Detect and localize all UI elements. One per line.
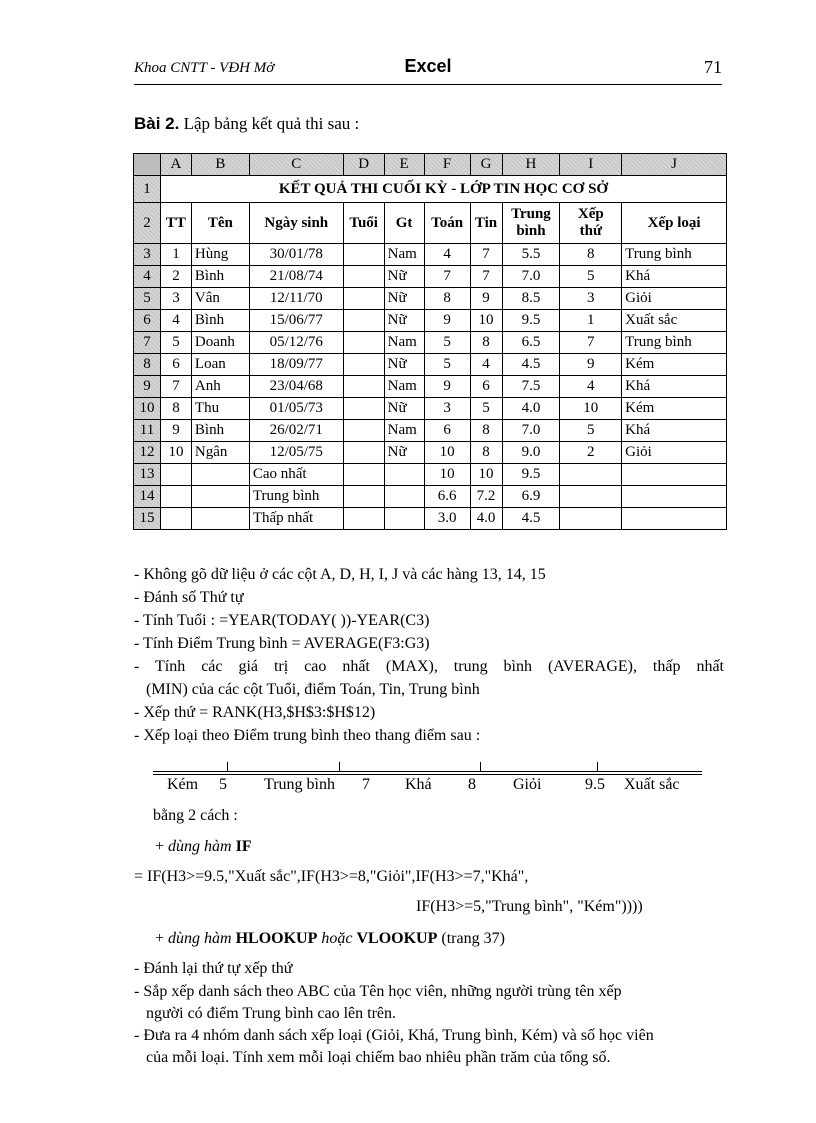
cell-empty <box>622 486 727 508</box>
cell-xep-loai: Kém <box>622 398 727 420</box>
cell-gt: Nữ <box>384 266 424 288</box>
cell-tin: 4 <box>470 354 502 376</box>
cell-toan: 5 <box>424 332 470 354</box>
scale-value-5: 5 <box>219 776 227 793</box>
cell-empty <box>343 464 384 486</box>
column-header-row <box>134 203 727 244</box>
col-letter: E <box>384 154 424 176</box>
cell-tin: 10 <box>470 464 502 486</box>
row-number: 3 <box>134 244 161 266</box>
cell-ngay-sinh: 30/01/78 <box>249 244 343 266</box>
title-row <box>134 176 727 203</box>
cell-tt: 9 <box>160 420 191 442</box>
method-lookup-italic: dùng hàm <box>168 930 232 947</box>
row-number: 14 <box>134 486 161 508</box>
cell-ngay-sinh: 05/12/76 <box>249 332 343 354</box>
cell-tt: 4 <box>160 310 191 332</box>
cell-ten: Bình <box>191 266 249 288</box>
scale-tick-9-5 <box>597 762 598 771</box>
cell-gt: Nữ <box>384 310 424 332</box>
cell-empty <box>384 464 424 486</box>
summary-row <box>134 508 727 530</box>
cell-xep-thu: 8 <box>560 244 622 266</box>
cell-ngay-sinh: 18/09/77 <box>249 354 343 376</box>
cell-gt: Nam <box>384 244 424 266</box>
if-formula-line1: = IF(H3>=9.5,"Xuất sắc",IF(H3>=8,"Giỏi",IF(H3>=7,"Khá", <box>134 868 529 885</box>
note: - Xếp thứ = RANK(H3,$H$3:$H$12) <box>134 704 376 721</box>
task: người có điểm Trung bình cao lên trên. <box>146 1005 396 1022</box>
row-number: 4 <box>134 266 161 288</box>
results-spreadsheet <box>133 153 727 530</box>
header-tuoi: Tuổi <box>343 203 384 244</box>
header-subject: Excel <box>404 56 452 76</box>
cell-tuoi <box>343 442 384 464</box>
sheet-corner <box>134 154 161 176</box>
cell-ten: Hùng <box>191 244 249 266</box>
scale-line-top <box>153 771 702 772</box>
cell-tin: 7 <box>470 244 502 266</box>
row-number: 9 <box>134 376 161 398</box>
cell-tuoi <box>343 244 384 266</box>
cell-empty <box>160 486 191 508</box>
cell-gt: Nam <box>384 420 424 442</box>
cell-toan: 4 <box>424 244 470 266</box>
cell-empty <box>191 464 249 486</box>
cell-ten: Bình <box>191 310 249 332</box>
cell-tt: 3 <box>160 288 191 310</box>
cell-xep-thu: 3 <box>560 288 622 310</box>
cell-trung-binh: 9.5 <box>502 310 560 332</box>
cell-xep-thu: 5 <box>560 266 622 288</box>
header-toan: Toán <box>424 203 470 244</box>
cell-toan: 5 <box>424 354 470 376</box>
row-number: 12 <box>134 442 161 464</box>
scale-tick-7 <box>339 762 340 771</box>
cell-tuoi <box>343 266 384 288</box>
cell-empty <box>622 508 727 530</box>
cell-empty <box>191 508 249 530</box>
cell-tin: 8 <box>470 332 502 354</box>
cell-xep-loai: Giỏi <box>622 288 727 310</box>
cell-trung-binh: 5.5 <box>502 244 560 266</box>
cell-ngay-sinh: 26/02/71 <box>249 420 343 442</box>
cell-tuoi <box>343 376 384 398</box>
task: - Đánh lại thứ tự xếp thứ <box>134 960 293 977</box>
note: - Tính các giá trị cao nhất (MAX), trung bình (AVERAGE), thấp nhất <box>134 658 724 675</box>
row-number: 10 <box>134 398 161 420</box>
sheet-title: KẾT QUẢ THI CUỐI KỲ - LỚP TIN HỌC CƠ SỞ <box>160 176 726 203</box>
header-gt: Gt <box>384 203 424 244</box>
cell-ngay-sinh: 23/04/68 <box>249 376 343 398</box>
instructions <box>134 563 724 747</box>
note: - Không gõ dữ liệu ở các cột A, D, H, I, J và các hàng 13, 14, 15 <box>134 566 546 583</box>
cell-ngay-sinh: 15/06/77 <box>249 310 343 332</box>
col-letter: C <box>249 154 343 176</box>
exercise-label: Bài 2. <box>134 114 180 133</box>
table-row <box>134 398 727 420</box>
scale-label-kha: Khá <box>405 776 432 793</box>
cell-ngay-sinh: 12/11/70 <box>249 288 343 310</box>
cell-trung-binh: 4.5 <box>502 354 560 376</box>
cell-trung-binh: 9.0 <box>502 442 560 464</box>
cell-xep-loai: Trung bình <box>622 244 727 266</box>
cell-ten: Anh <box>191 376 249 398</box>
cell-xep-loai: Xuất sắc <box>622 310 727 332</box>
cell-summary-label: Thấp nhất <box>249 508 343 530</box>
header-department: Khoa CNTT - VĐH Mở <box>134 60 275 76</box>
cell-xep-thu: 10 <box>560 398 622 420</box>
header-ten: Tên <box>191 203 249 244</box>
row-number: 7 <box>134 332 161 354</box>
cell-tuoi <box>343 420 384 442</box>
cell-tt: 7 <box>160 376 191 398</box>
col-letter: D <box>343 154 384 176</box>
cell-toan: 6 <box>424 420 470 442</box>
method-lookup-vlookup: VLOOKUP <box>356 930 438 947</box>
cell-tt: 1 <box>160 244 191 266</box>
col-letter: B <box>191 154 249 176</box>
cell-toan: 9 <box>424 310 470 332</box>
cell-gt: Nữ <box>384 354 424 376</box>
header-trung-binh <box>502 203 560 244</box>
cell-tuoi <box>343 354 384 376</box>
cell-tuoi <box>343 288 384 310</box>
table-row <box>134 376 727 398</box>
cell-ngay-sinh: 21/08/74 <box>249 266 343 288</box>
col-letter: A <box>160 154 191 176</box>
cell-ngay-sinh: 12/05/75 <box>249 442 343 464</box>
scale-tick-8 <box>480 762 481 771</box>
exercise-text: Lập bảng kết quả thi sau : <box>183 114 360 133</box>
scale-value-8: 8 <box>468 776 476 793</box>
cell-empty <box>560 464 622 486</box>
cell-empty <box>560 508 622 530</box>
scale-label-kem: Kém <box>167 776 199 793</box>
cell-trung-binh: 7.0 <box>502 266 560 288</box>
col-letter: F <box>424 154 470 176</box>
method-lookup-or: hoặc <box>321 930 353 947</box>
cell-xep-loai: Khá <box>622 376 727 398</box>
table-row <box>134 420 727 442</box>
cell-xep-loai: Khá <box>622 420 727 442</box>
cell-tuoi <box>343 398 384 420</box>
cell-xep-loai: Kém <box>622 354 727 376</box>
col-letter: I <box>560 154 622 176</box>
cell-ten: Vân <box>191 288 249 310</box>
scale-label-trung-binh: Trung bình <box>264 776 335 793</box>
cell-xep-thu: 1 <box>560 310 622 332</box>
method-lookup-ref: (trang 37) <box>441 930 505 947</box>
cell-xep-thu: 9 <box>560 354 622 376</box>
table-row <box>134 442 727 464</box>
scale-line-bottom <box>153 774 702 775</box>
scale-value-7: 7 <box>362 776 370 793</box>
header-trung-binh-line1: Trung <box>511 206 551 222</box>
cell-trung-binh: 6.5 <box>502 332 560 354</box>
method-if-bold: IF <box>235 838 252 855</box>
exercise-title <box>134 114 359 134</box>
cell-summary-label: Cao nhất <box>249 464 343 486</box>
note: (MIN) của các cột Tuổi, điểm Toán, Tin, Trung bình <box>146 681 480 698</box>
header-rule <box>134 84 722 85</box>
row-number: 6 <box>134 310 161 332</box>
cell-tt: 10 <box>160 442 191 464</box>
cell-ngay-sinh: 01/05/73 <box>249 398 343 420</box>
col-letter: G <box>470 154 502 176</box>
table-row <box>134 354 727 376</box>
cell-xep-thu: 4 <box>560 376 622 398</box>
cell-trung-binh: 7.5 <box>502 376 560 398</box>
methods-intro: bằng 2 cách : <box>153 807 238 824</box>
cell-ten: Loan <box>191 354 249 376</box>
cell-toan: 10 <box>424 442 470 464</box>
cell-toan: 3 <box>424 398 470 420</box>
col-letter: H <box>502 154 560 176</box>
cell-empty <box>560 486 622 508</box>
cell-xep-loai: Khá <box>622 266 727 288</box>
cell-tin: 8 <box>470 420 502 442</box>
cell-toan: 7 <box>424 266 470 288</box>
summary-row <box>134 486 727 508</box>
row-number: 15 <box>134 508 161 530</box>
cell-toan: 8 <box>424 288 470 310</box>
method-lookup-hlookup: HLOOKUP <box>235 930 318 947</box>
cell-tin: 4.0 <box>470 508 502 530</box>
cell-trung-binh: 7.0 <box>502 420 560 442</box>
cell-gt: Nữ <box>384 288 424 310</box>
table-row <box>134 288 727 310</box>
cell-empty <box>343 486 384 508</box>
cell-xep-thu: 5 <box>560 420 622 442</box>
column-letter-row <box>134 154 727 176</box>
method-if-italic: dùng hàm <box>168 838 232 855</box>
header-xep-thu-line2: thứ <box>579 223 602 239</box>
cell-tin: 7.2 <box>470 486 502 508</box>
cell-tuoi <box>343 310 384 332</box>
cell-empty <box>622 464 727 486</box>
scale-label-xuat-sac: Xuất sắc <box>624 776 680 793</box>
summary-row <box>134 464 727 486</box>
cell-empty <box>384 486 424 508</box>
page-header <box>134 56 722 82</box>
method-lookup-prefix: + <box>155 930 169 947</box>
cell-ten: Doanh <box>191 332 249 354</box>
cell-ten: Bình <box>191 420 249 442</box>
cell-empty <box>191 486 249 508</box>
cell-trung-binh: 6.9 <box>502 486 560 508</box>
table-row <box>134 244 727 266</box>
cell-empty <box>384 508 424 530</box>
cell-ten: Ngân <box>191 442 249 464</box>
cell-tin: 5 <box>470 398 502 420</box>
note: - Tính Điểm Trung bình = AVERAGE(F3:G3) <box>134 635 430 652</box>
header-trung-binh-line2: bình <box>516 223 546 239</box>
cell-gt: Nữ <box>384 398 424 420</box>
cell-gt: Nam <box>384 332 424 354</box>
cell-xep-loai: Giỏi <box>622 442 727 464</box>
cell-summary-label: Trung bình <box>249 486 343 508</box>
cell-xep-loai: Trung bình <box>622 332 727 354</box>
cell-xep-thu: 7 <box>560 332 622 354</box>
cell-trung-binh: 9.5 <box>502 464 560 486</box>
cell-tuoi <box>343 332 384 354</box>
cell-trung-binh: 8.5 <box>502 288 560 310</box>
row-number: 8 <box>134 354 161 376</box>
cell-tt: 6 <box>160 354 191 376</box>
header-tt: TT <box>160 203 191 244</box>
method-if-prefix: + <box>155 838 169 855</box>
row-number: 13 <box>134 464 161 486</box>
if-formula-line2: IF(H3>=5,"Trung bình", "Kém")))) <box>416 898 643 915</box>
cell-tt: 2 <box>160 266 191 288</box>
cell-xep-thu: 2 <box>560 442 622 464</box>
cell-gt: Nam <box>384 376 424 398</box>
cell-trung-binh: 4.0 <box>502 398 560 420</box>
cell-toan: 10 <box>424 464 470 486</box>
row-number: 11 <box>134 420 161 442</box>
task: - Đưa ra 4 nhóm danh sách xếp loại (Giỏi, Khá, Trung bình, Kém) và số học viên <box>134 1027 654 1044</box>
cell-toan: 6.6 <box>424 486 470 508</box>
row-number: 5 <box>134 288 161 310</box>
table-row <box>134 310 727 332</box>
note: - Tính Tuổi : =YEAR(TODAY( ))-YEAR(C3) <box>134 612 430 629</box>
method-if <box>155 836 252 858</box>
cell-toan: 3.0 <box>424 508 470 530</box>
page-number: 71 <box>704 57 722 77</box>
cell-trung-binh: 4.5 <box>502 508 560 530</box>
header-xep-thu <box>560 203 622 244</box>
header-ngay-sinh: Ngày sinh <box>249 203 343 244</box>
header-tin: Tin <box>470 203 502 244</box>
header-xep-thu-line1: Xếp <box>577 206 604 222</box>
cell-tin: 8 <box>470 442 502 464</box>
scale-label-gioi: Giỏi <box>513 776 542 793</box>
cell-toan: 9 <box>424 376 470 398</box>
cell-empty <box>160 464 191 486</box>
cell-tin: 10 <box>470 310 502 332</box>
col-letter: J <box>622 154 727 176</box>
task: - Sắp xếp danh sách theo ABC của Tên học viên, những người trùng tên xếp <box>134 983 622 1000</box>
row-number: 2 <box>134 203 161 244</box>
note: - Xếp loại theo Điểm trung bình theo thang điểm sau : <box>134 727 481 744</box>
task: của mỗi loại. Tính xem mỗi loại chiếm bao nhiêu phần trăm của tổng số. <box>146 1049 611 1066</box>
cell-empty <box>160 508 191 530</box>
cell-empty <box>343 508 384 530</box>
cell-gt: Nữ <box>384 442 424 464</box>
table-row <box>134 332 727 354</box>
cell-tin: 6 <box>470 376 502 398</box>
grading-scale-labels <box>153 776 702 800</box>
cell-tin: 9 <box>470 288 502 310</box>
cell-tin: 7 <box>470 266 502 288</box>
cell-tt: 5 <box>160 332 191 354</box>
scale-value-9-5: 9.5 <box>585 776 605 793</box>
cell-ten: Thu <box>191 398 249 420</box>
row-number: 1 <box>134 176 161 203</box>
method-lookup <box>155 928 505 950</box>
cell-tt: 8 <box>160 398 191 420</box>
scale-tick-5 <box>227 762 228 771</box>
table-row <box>134 266 727 288</box>
note: - Đánh số Thứ tự <box>134 589 244 606</box>
header-xep-loai: Xếp loại <box>622 203 727 244</box>
